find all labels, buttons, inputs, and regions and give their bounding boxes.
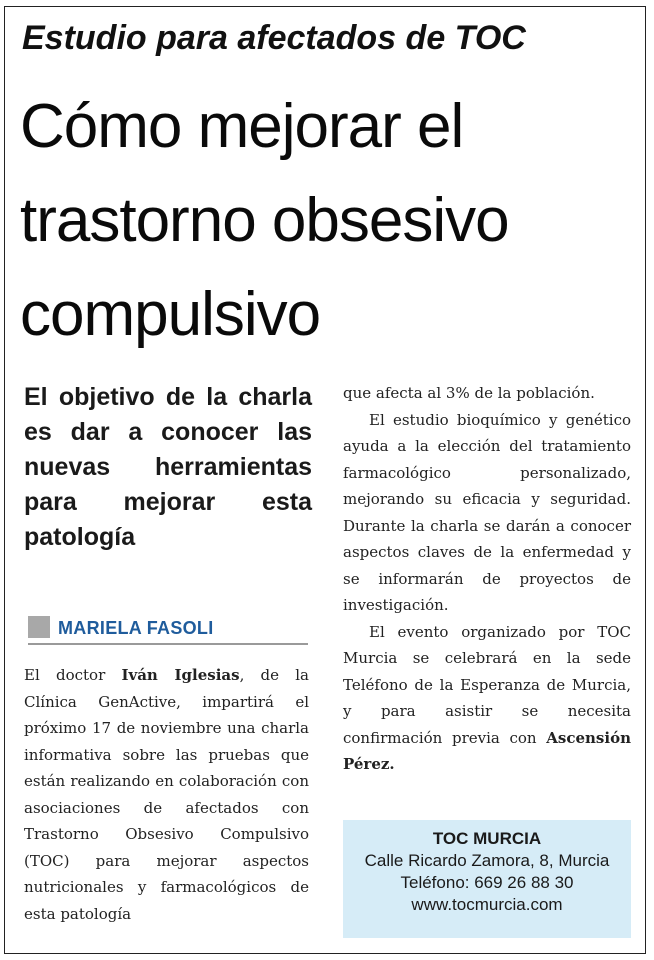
info-box-phone: Teléfono: 669 26 88 30 [400, 873, 574, 892]
contact-name: Ascensión Pérez [343, 728, 631, 773]
paragraph-3 [343, 619, 631, 778]
paragraph-1-continued: que afecta al 3% de la población. [343, 384, 595, 402]
info-box [343, 820, 631, 938]
text-column-right [343, 380, 631, 778]
info-box-address: Calle Ricardo Zamora, 8, Murcia [364, 851, 610, 870]
info-box-title: TOC MURCIA [432, 829, 542, 848]
paragraph-1-intro: El doctor [24, 666, 122, 684]
article-kicker: Estudio para afectados de TOC [22, 19, 526, 57]
paragraph-1 [24, 662, 309, 927]
text-column-left [24, 662, 309, 927]
info-box-website[interactable]: www.tocmurcia.com [411, 895, 563, 914]
doctor-name: Iván Iglesias [121, 666, 240, 684]
paragraph-2: El estudio bioquímico y genético ayuda a la elección del tratamiento farmacológico personalizado, mejorando su eficacia y seguridad. Durante la charla se darán a conocer aspectos claves de la enfermedad y se informarán de proyectos de investigación. [343, 410, 631, 614]
byline-square-icon [28, 616, 50, 638]
article-lead: El objetivo de la charla es dar a conocer las nuevas herramientas para mejorar esta patología [24, 383, 312, 551]
paragraph-1-text: , de la Clínica GenActive, impartirá el próximo 17 de noviembre una charla informativa sobre las pruebas que están realizando en colaboración con asociaciones de afectados con Trastorno Obsesivo Compulsivo (TOC) para mejorar aspectos nutricionales y farmacológicos de esta patología [24, 666, 309, 923]
paragraph-3-text: El evento organizado por TOC Murcia se celebrará en la sede Teléfono de la Esperanza de Murcia, y para asistir se necesita confirmación previa con [343, 622, 631, 747]
byline [28, 615, 308, 645]
paragraph-3-end: . [389, 755, 395, 773]
author-name: MARIELA FASOLI [58, 618, 214, 638]
article-headline: Cómo mejorar el trastorno obsesivo compulsivo [20, 92, 509, 349]
